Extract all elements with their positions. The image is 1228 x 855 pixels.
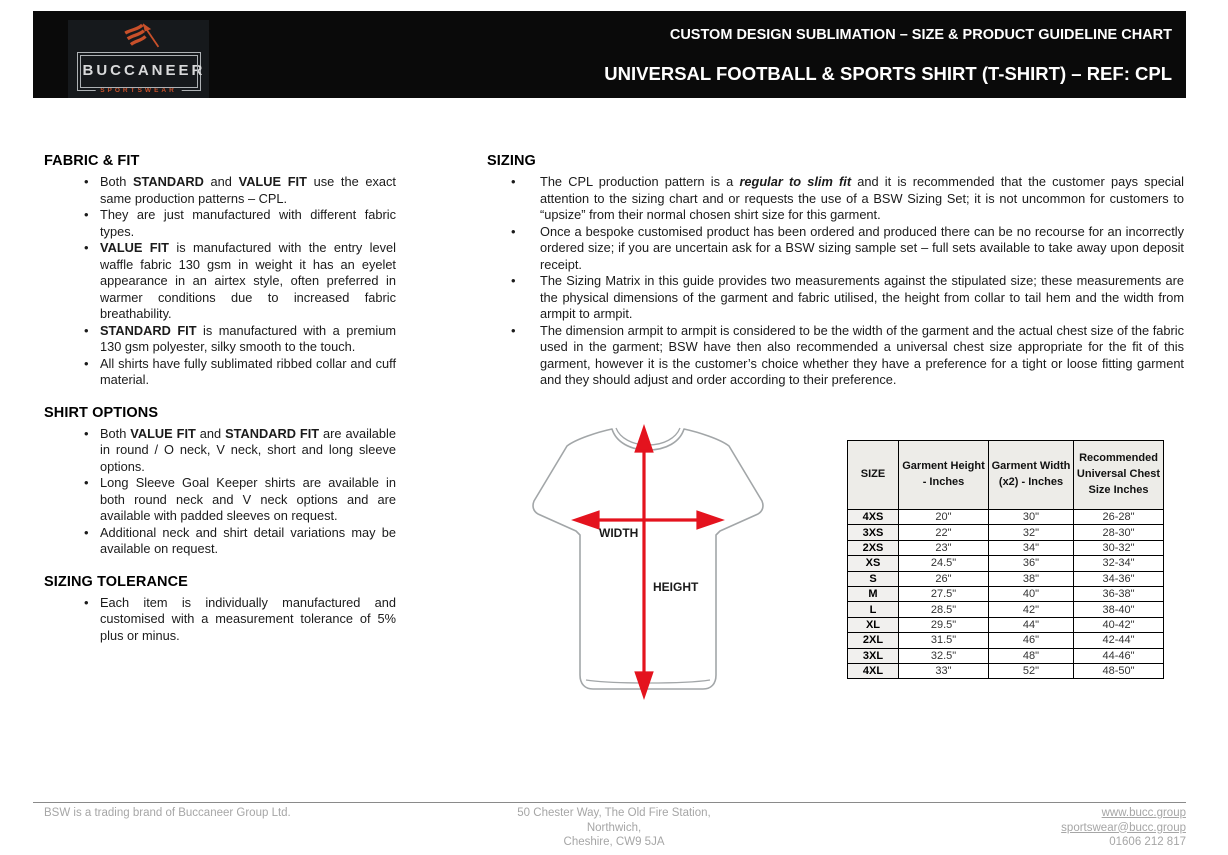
brand-name: BUCCANEER — [82, 62, 206, 79]
footer-contact — [1061, 806, 1186, 850]
bullet-item: • Long Sleeve Goal Keeper shirts are available in both round neck and V neck options and are available with padded sleeves on request. — [44, 475, 396, 525]
size-value: 34" — [989, 540, 1074, 555]
size-value: 36-38" — [1074, 586, 1164, 601]
size-value: 20" — [899, 510, 989, 525]
bullet-item: • The CPL production pattern is a regular to slim fit and it is recommended that the customer pays special attention to the sizing chart and or requests the use of a BSW Sizing Set; it is not uncommon for customers to “upsize” from their normal chosen shirt size for this garment. — [487, 174, 1184, 224]
size-value: 32" — [989, 525, 1074, 540]
section-sizing — [487, 153, 1184, 389]
doc-title-line1: CUSTOM DESIGN SUBLIMATION – SIZE & PRODUCT GUIDELINE CHART — [669, 27, 1172, 43]
width-label: WIDTH — [599, 526, 639, 540]
size-value: 42" — [989, 602, 1074, 617]
bullet-item: • The Sizing Matrix in this guide provides two measurements against the stipulated size; these measurements are the physical dimensions of the garment and fabric utilised, the height from collar to tail hem and the width from armpit to armpit. — [487, 273, 1184, 323]
phone-number: 01606 212 817 — [1109, 836, 1186, 848]
col-header-size: SIZE — [848, 441, 899, 510]
logo-frame — [77, 52, 206, 94]
size-value: 26" — [899, 571, 989, 586]
size-table-row — [848, 633, 1164, 648]
size-label: 2XS — [848, 540, 899, 555]
bullet-list — [44, 174, 396, 389]
bullet-list — [44, 426, 396, 558]
header-bar — [33, 11, 1186, 98]
size-label: M — [848, 586, 899, 601]
sizing-matrix-table — [847, 440, 1164, 679]
size-value: 33" — [899, 663, 989, 678]
size-value: 27.5" — [899, 586, 989, 601]
footer-divider — [33, 802, 1186, 803]
size-table-row — [848, 648, 1164, 663]
left-column — [44, 153, 396, 660]
size-label: 3XL — [848, 648, 899, 663]
right-column — [487, 153, 1184, 405]
col-header-width: Garment Width (x2) - Inches — [989, 441, 1074, 510]
doc-title-line2: UNIVERSAL FOOTBALL & SPORTS SHIRT (T-SHIRT) – REF: CPL — [604, 63, 1172, 84]
website-link[interactable]: www.bucc.group — [1101, 807, 1186, 819]
size-value: 52" — [989, 663, 1074, 678]
section-fabric-fit — [44, 153, 396, 389]
size-value: 24.5" — [899, 556, 989, 571]
section-heading: SIZING TOLERANCE — [44, 573, 188, 590]
bullet-list — [44, 595, 396, 645]
size-label: XS — [848, 556, 899, 571]
section-sizing-tolerance — [44, 574, 396, 645]
size-value: 48-50" — [1074, 663, 1164, 678]
table-header-row — [848, 441, 1164, 510]
bullet-item: • Once a bespoke customised product has been ordered and produced there can be no recourse for an incorrectly ordered size; if you are uncertain ask for a BSW sizing sample set – full sets available to take away upon deposit receipt. — [487, 224, 1184, 274]
size-value: 30" — [989, 510, 1074, 525]
size-value: 22" — [899, 525, 989, 540]
size-label: 4XS — [848, 510, 899, 525]
bullet-item: • Both STANDARD and VALUE FIT use the exact same production patterns – CPL. — [44, 174, 396, 207]
bullet-item: • They are just manufactured with different fabric types. — [44, 207, 396, 240]
bullet-item: • All shirts have fully sublimated ribbed collar and cuff material. — [44, 356, 396, 389]
size-label: 2XL — [848, 633, 899, 648]
address-line: Northwich, — [586, 821, 642, 834]
size-value: 29.5" — [899, 617, 989, 632]
footer-company-note: BSW is a trading brand of Buccaneer Group Ltd. — [44, 807, 291, 819]
tshirt-measurement-diagram — [520, 415, 778, 707]
size-value: 38-40" — [1074, 602, 1164, 617]
size-value: 28-30" — [1074, 525, 1164, 540]
flag-icon — [113, 21, 165, 55]
address-line: Cheshire, CW9 5JA — [563, 836, 665, 848]
size-value: 42-44" — [1074, 633, 1164, 648]
bullet-list — [487, 174, 1184, 389]
size-value: 23" — [899, 540, 989, 555]
size-table-row — [848, 617, 1164, 632]
size-table-row — [848, 556, 1164, 571]
size-value: 32-34" — [1074, 556, 1164, 571]
bullet-item: • STANDARD FIT is manufactured with a premium 130 gsm polyester, silky smooth to the touch. — [44, 323, 396, 356]
size-table-row — [848, 602, 1164, 617]
size-value: 32.5" — [899, 648, 989, 663]
size-table-row — [848, 525, 1164, 540]
size-value: 44" — [989, 617, 1074, 632]
size-value: 30-32" — [1074, 540, 1164, 555]
size-label: 4XL — [848, 663, 899, 678]
size-value: 26-28" — [1074, 510, 1164, 525]
size-value: 44-46" — [1074, 648, 1164, 663]
height-label: HEIGHT — [653, 580, 699, 594]
section-shirt-options — [44, 405, 396, 558]
size-value: 40-42" — [1074, 617, 1164, 632]
bullet-item: • Additional neck and shirt detail variations may be available on request. — [44, 525, 396, 558]
brand-subtitle: SPORTSWEAR — [95, 87, 182, 94]
size-value: 34-36" — [1074, 571, 1164, 586]
size-value: 28.5" — [899, 602, 989, 617]
tshirt-diagram-svg — [520, 415, 778, 707]
size-value: 38" — [989, 571, 1074, 586]
address-line: 50 Chester Way, The Old Fire Station, — [517, 807, 711, 819]
col-header-chest: Recommended Universal Chest Size Inches — [1074, 441, 1164, 510]
size-value: 36" — [989, 556, 1074, 571]
size-label: L — [848, 602, 899, 617]
section-heading: SHIRT OPTIONS — [44, 404, 159, 421]
size-table-row — [848, 540, 1164, 555]
col-header-height: Garment Height - Inches — [899, 441, 989, 510]
size-table-row — [848, 586, 1164, 601]
size-table-row — [848, 510, 1164, 525]
bullet-item: • VALUE FIT is manufactured with the entry level waffle fabric 130 gsm in weight it has an eyelet appearance in an airtex style, often preferred in warmer conditions due to increased fabric breathability. — [44, 240, 396, 323]
brand-logo — [68, 20, 209, 98]
size-table-row — [848, 571, 1164, 586]
email-link[interactable]: sportswear@bucc.group — [1061, 821, 1186, 834]
bullet-item: • Both VALUE FIT and STANDARD FIT are available in round / O neck, V neck, short and long sleeve options. — [44, 426, 396, 476]
size-value: 48" — [989, 648, 1074, 663]
bullet-item: • The dimension armpit to armpit is considered to be the width of the garment and the actual chest size of the fabric used in the garment; BSW have then also recommended a universal chest size appropriate for the fit of this garment, however it is the customer’s choice whether they have a preference for a tight or loose fitting garment and they should adjust and order according to their preference. — [487, 323, 1184, 389]
size-value: 46" — [989, 633, 1074, 648]
section-heading: SIZING — [487, 153, 536, 169]
section-heading: FABRIC & FIT — [44, 153, 140, 169]
size-table-row — [848, 663, 1164, 678]
size-label: XL — [848, 617, 899, 632]
size-label: S — [848, 571, 899, 586]
size-value: 40" — [989, 586, 1074, 601]
footer-address — [517, 806, 710, 850]
size-label: 3XS — [848, 525, 899, 540]
bullet-item: • Each item is individually manufactured and customised with a measurement tolerance of 5% plus or minus. — [44, 595, 396, 645]
size-value: 31.5" — [899, 633, 989, 648]
